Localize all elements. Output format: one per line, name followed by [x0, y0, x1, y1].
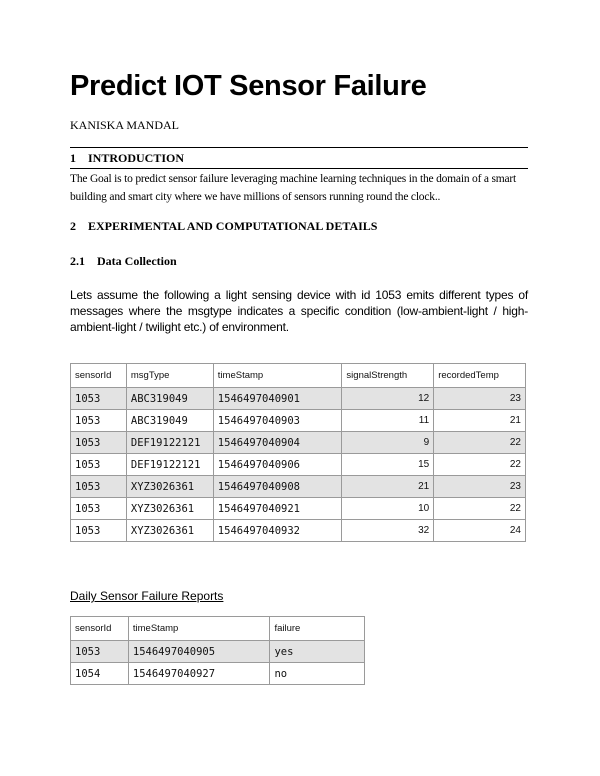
cell-msg-type: DEF19122121: [126, 432, 213, 454]
cell-signal-strength: 32: [342, 520, 434, 542]
cell-msg-type: XYZ3026361: [126, 520, 213, 542]
section-number: 2: [70, 219, 76, 233]
table-header-row: [71, 617, 365, 641]
cell-msg-type: XYZ3026361: [126, 498, 213, 520]
cell-sensor-id: 1053: [71, 410, 127, 432]
document-title: Predict IOT Sensor Failure: [70, 70, 427, 102]
cell-timestamp: 1546497040906: [213, 454, 342, 476]
cell-msg-type: XYZ3026361: [126, 476, 213, 498]
cell-sensor-id: 1053: [71, 498, 127, 520]
cell-signal-strength: 21: [342, 476, 434, 498]
section-heading-experimental: [70, 219, 377, 234]
author-name: KANISKA MANDAL: [70, 118, 180, 132]
cell-sensor-id: 1053: [71, 520, 127, 542]
table-row: [71, 454, 526, 476]
cell-timestamp: 1546497040921: [213, 498, 342, 520]
section-rule: [70, 168, 528, 169]
cell-sensor-id: 1053: [71, 432, 127, 454]
cell-recorded-temp: 22: [434, 432, 526, 454]
cell-failure: yes: [270, 641, 365, 663]
cell-signal-strength: 9: [342, 432, 434, 454]
column-header: sensorId: [71, 364, 127, 388]
column-header: timeStamp: [128, 617, 270, 641]
subsection-number: 2.1: [70, 254, 85, 268]
cell-failure: no: [270, 663, 365, 685]
column-header: failure: [270, 617, 365, 641]
table-row: [71, 388, 526, 410]
cell-recorded-temp: 22: [434, 498, 526, 520]
column-header: sensorId: [71, 617, 129, 641]
cell-sensor-id: 1053: [71, 641, 129, 663]
cell-recorded-temp: 21: [434, 410, 526, 432]
table-row: [71, 520, 526, 542]
table-row: [71, 498, 526, 520]
section-title: EXPERIMENTAL AND COMPUTATIONAL DETAILS: [88, 219, 378, 233]
cell-timestamp: 1546497040927: [128, 663, 270, 685]
cell-signal-strength: 12: [342, 388, 434, 410]
cell-recorded-temp: 22: [434, 454, 526, 476]
cell-msg-type: ABC319049: [126, 410, 213, 432]
cell-timestamp: 1546497040903: [213, 410, 342, 432]
cell-signal-strength: 10: [342, 498, 434, 520]
cell-timestamp: 1546497040932: [213, 520, 342, 542]
introduction-paragraph: The Goal is to predict sensor failure leveraging machine learning techniques in the domain of a smart building and smart city where we have millions of sensors running round the clock..: [70, 173, 517, 203]
cell-msg-type: DEF19122121: [126, 454, 213, 476]
column-header: timeStamp: [213, 364, 342, 388]
cell-recorded-temp: 23: [434, 388, 526, 410]
cell-signal-strength: 15: [342, 454, 434, 476]
sensor-messages-table: [70, 363, 526, 542]
subsection-title: Data Collection: [97, 254, 177, 268]
cell-msg-type: ABC319049: [126, 388, 213, 410]
section-title: INTRODUCTION: [88, 151, 185, 165]
cell-sensor-id: 1053: [71, 454, 127, 476]
table-row: [71, 663, 365, 685]
cell-signal-strength: 11: [342, 410, 434, 432]
cell-recorded-temp: 23: [434, 476, 526, 498]
table-row: [71, 432, 526, 454]
table-header-row: [71, 364, 526, 388]
data-collection-paragraph: Lets assume the following a light sensing device with id 1053 emits different types of messages where the msgtype indicates a specific condition (low-ambient-light / high-ambient-light / twilight etc.) of environment.: [70, 288, 528, 334]
cell-timestamp: 1546497040904: [213, 432, 342, 454]
cell-timestamp: 1546497040905: [128, 641, 270, 663]
failure-reports-caption: Daily Sensor Failure Reports: [70, 589, 224, 603]
cell-timestamp: 1546497040908: [213, 476, 342, 498]
table-row: [71, 641, 365, 663]
subsection-heading-data-collection: [70, 254, 177, 269]
section-number: 1: [70, 151, 76, 165]
cell-sensor-id: 1053: [71, 388, 127, 410]
column-header: recordedTemp: [434, 364, 526, 388]
section-rule: [70, 147, 528, 148]
section-heading-introduction: [70, 151, 184, 166]
table-row: [71, 410, 526, 432]
failure-reports-table: [70, 616, 365, 685]
cell-timestamp: 1546497040901: [213, 388, 342, 410]
cell-recorded-temp: 24: [434, 520, 526, 542]
cell-sensor-id: 1053: [71, 476, 127, 498]
column-header: signalStrength: [342, 364, 434, 388]
column-header: msgType: [126, 364, 213, 388]
cell-sensor-id: 1054: [71, 663, 129, 685]
table-row: [71, 476, 526, 498]
